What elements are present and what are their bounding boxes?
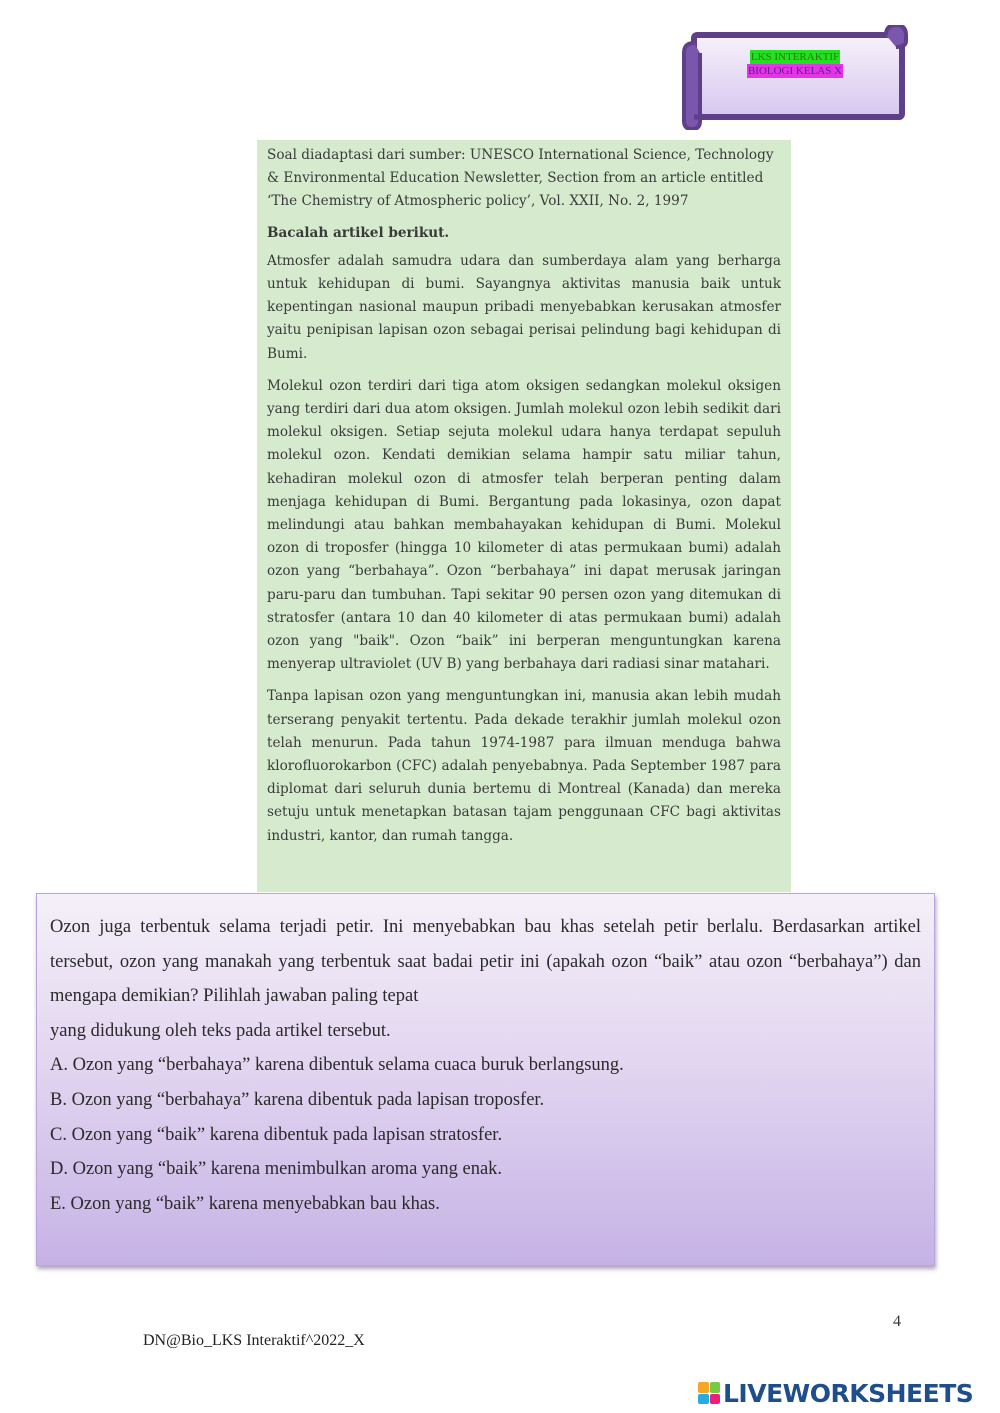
header-banner bbox=[680, 25, 910, 130]
article-source: Soal diadaptasi dari sumber: UNESCO International Science, Technology & Environmental Education Newsletter, Section from an article entitled ‘The Chemistry of Atmospheric policy’, Vol. XXII, No. 2, 1997 bbox=[267, 147, 774, 210]
answer-option-e[interactable]: E. Ozon yang “baik” karena menyebabkan bau khas. bbox=[50, 1193, 440, 1214]
footer-credit: DN@Bio_LKS Interaktif^2022_X bbox=[143, 1332, 365, 1349]
article-panel bbox=[257, 140, 791, 892]
question-text: Ozon juga terbentuk selama terjadi petir. Ini menyebabkan bau khas setelah petir berlalu. Berdasarkan artikel tersebut, ozon yang manakah yang terbentuk saat badai petir ini (apakah ozon “baik” atau ozon “berbahaya”) dan mengapa demikian? Pilihlah jawaban paling tepat bbox=[50, 917, 921, 1007]
answer-option-d[interactable]: D. Ozon yang “baik” karena menimbulkan aroma yang enak. bbox=[50, 1159, 503, 1180]
answer-option-c[interactable]: C. Ozon yang “baik” karena dibentuk pada lapisan stratosfer. bbox=[50, 1124, 503, 1145]
question-panel bbox=[36, 893, 935, 1266]
banner-title: LKS INTERAKTIF bbox=[750, 51, 840, 63]
page-number: 4 bbox=[893, 1313, 901, 1330]
article-paragraph: Atmosfer adalah samudra udara dan sumberdaya alam yang berharga untuk kehidupan di bumi. Sayangnya aktivitas manusia baik untuk kepentingan nasional maupun pribadi menyebabkan kerusakan atmosfer yaitu penipisan lapisan ozon sebagai perisai pelindung bagi kehidupan di Bumi. bbox=[267, 252, 781, 362]
question-text-continued: yang didukung oleh teks pada artikel tersebut. bbox=[50, 1020, 391, 1041]
banner-subtitle: BIOLOGI KELAS X bbox=[747, 65, 843, 77]
liveworksheets-logo-icon bbox=[698, 1382, 720, 1404]
liveworksheets-logo[interactable] bbox=[698, 1377, 973, 1409]
article-paragraph: Tanpa lapisan ozon yang menguntungkan ini, manusia akan lebih mudah terserang penyakit tertentu. Pada dekade terakhir jumlah molekul ozon telah menurun. Pada tahun 1974-1987 para ilmuan menduga bahwa klorofluorokarbon (CFC) adalah penyebabnya. Pada September 1987 para diplomat dari seluruh dunia bertemu di Montreal (Kanada) dan mereka setuju untuk menetapkan batasan tajam penggunaan CFC bagi aktivitas industri, kantor, dan rumah tangga. bbox=[267, 688, 781, 844]
logo-text: LIVEWORKSHEETS bbox=[723, 1378, 974, 1408]
answer-option-b[interactable]: B. Ozon yang “berbahaya” karena dibentuk pada lapisan troposfer. bbox=[50, 1089, 545, 1110]
article-heading: Bacalah artikel berikut. bbox=[267, 224, 450, 241]
answer-option-a[interactable]: A. Ozon yang “berbahaya” karena dibentuk selama cuaca buruk berlangsung. bbox=[50, 1055, 624, 1076]
article-paragraph: Molekul ozon terdiri dari tiga atom oksigen sedangkan molekul oksigen yang terdiri dari dua atom oksigen. Jumlah molekul ozon lebih sedikit dari molekul oksigen. Setiap sejuta molekul udara hanya terdapat sepuluh molekul ozon. Kendati demikian selama hampir satu miliar tahun, kehadiran molekul ozon di atmosfer telah berperan penting dalam menjaga kehidupan di Bumi. Bergantung pada lokasinya, ozon dapat melindungi atau bahkan membahayakan kehidupan di Bumi. Molekul ozon di troposfer (hingga 10 kilometer di atas permukaan bumi) adalah ozon yang “berbahaya”. Ozon “berbahaya” ini dapat merusak jaringan paru-paru dan tumbuhan. Tapi sekitar 90 persen ozon yang ditemukan di stratosfer (antara 10 dan 40 kilometer di atas permukaan bumi) adalah ozon yang "baik". Ozon “baik” ini berperan menguntungkan karena menyerap ultraviolet (UV B) yang berbahaya dari radiasi sinar matahari. bbox=[267, 377, 781, 673]
